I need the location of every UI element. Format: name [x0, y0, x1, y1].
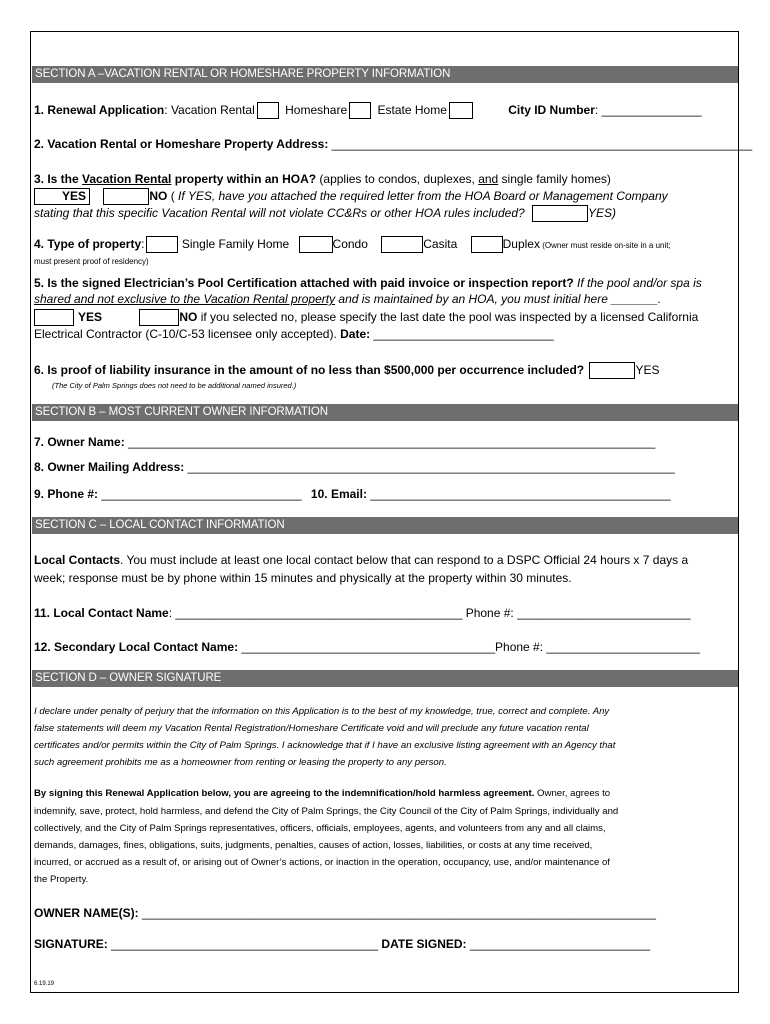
homeshare-checkbox[interactable]: [349, 102, 371, 119]
section-c-header: SECTION C – LOCAL CONTACT INFORMATION: [32, 517, 738, 534]
indemn-line-3: collectively, and the City of Palm Springs representatives, officers, officials, employees, agents, and volunteers from any and all claims,: [34, 823, 606, 834]
q6-label: 6. Is proof of liability insurance in the amount of no less than $500,000 per occurrence included?: [34, 363, 585, 377]
vacation-rental-checkbox[interactable]: [257, 102, 279, 119]
indemn-line-2: indemnify, save, protect, hold harmless, and defend the City of Palm Springs, the City Council of the City of Palm Springs, individually and: [34, 806, 619, 817]
q3-hoa-letter-checkbox[interactable]: [532, 205, 588, 222]
footer-date: 6.19.19: [34, 981, 55, 987]
q7-row: [34, 435, 655, 450]
q3-no-checkbox[interactable]: [103, 188, 149, 205]
q5-no-checkbox[interactable]: [139, 309, 179, 326]
q8-label: 8. Owner Mailing Address:: [34, 460, 185, 474]
q5-line4-text: Electrical Contractor (C-10/C-53 licensee only accepted).: [34, 327, 341, 341]
q6-yes-checkbox[interactable]: [589, 362, 635, 379]
q5-label: 5. Is the signed Electrician’s Pool Certification attached with paid invoice or inspection report?: [34, 276, 574, 290]
q6-note: (The City of Palm Springs does not need to be additional named insured.): [52, 381, 297, 390]
q3-and: and: [478, 172, 499, 186]
q3-italic-line1: If YES, have you attached the required letter from the HOA Board or Management Company: [178, 189, 668, 203]
declare-line-2: false statements will deem my Vacation Rental Registration/Homeshare Certificate void and will preclude any future vacation rental: [34, 723, 589, 734]
indemn-line-4: demands, damages, fines, obligations, suits, judgments, penalties, causes of action, losses, liabilities, or costs at any time received,: [34, 840, 593, 851]
single-family-checkbox[interactable]: [146, 236, 178, 253]
section-a-header: SECTION A –VACATION RENTAL OR HOMESHARE PROPERTY INFORMATION: [32, 66, 738, 83]
q5-row: [34, 276, 702, 291]
q2-label: 2. Vacation Rental or Homeshare Property Address:: [34, 137, 329, 151]
q3-yes-label: YES: [62, 189, 87, 203]
declare-line-1: I declare under penalty of perjury that the information on this Application is to the best of my knowledge, true, correct and complete. Any: [34, 706, 610, 717]
q3-paren-b: single family homes): [498, 172, 611, 186]
q9-row: [34, 487, 671, 502]
q12-row: [34, 640, 700, 655]
q5-yes-checkbox[interactable]: [34, 309, 74, 326]
q6-row: [34, 362, 660, 379]
q5-date-field[interactable]: ___________________________: [370, 327, 554, 341]
section-b-header: SECTION B – MOST CURRENT OWNER INFORMATION: [32, 404, 738, 421]
condo-checkbox[interactable]: [299, 236, 333, 253]
indemn-text-0: Owner, agrees to: [534, 788, 611, 799]
q3-italic-line2: stating that this specific Vacation Rental will not violate CC&Rs or other HOA rules included?: [34, 206, 525, 220]
indemn-lead: By signing this Renewal Application below, you are agreeing to the indemnification/hold harmless agreement.: [34, 788, 535, 799]
q4-colon: :: [141, 237, 145, 251]
q3-row: [34, 172, 611, 187]
q7-label: 7. Owner Name:: [34, 435, 125, 449]
duplex-checkbox[interactable]: [471, 236, 503, 253]
indemn-line-5: incurred, or accrued as a result of, or arising out of Owner’s actions, or inaction in the operation, occupancy, use, and/or maintenance of: [34, 857, 610, 868]
q1-opt-vacation-rental: Vacation Rental: [170, 103, 255, 117]
q3-answer-row: [34, 188, 668, 205]
q1-opt-homeshare: Homeshare: [285, 103, 348, 117]
owner-mailing-address-field[interactable]: _________________________________________________________________________: [184, 460, 675, 474]
q4-opt-single-family: Single Family Home: [181, 237, 290, 251]
q5-date-label: Date:: [340, 327, 371, 341]
q3-paren-a: (applies to condos, duplexes,: [316, 172, 479, 186]
q12-label: 12. Secondary Local Contact Name:: [34, 640, 239, 654]
signature-row: [34, 937, 650, 952]
q1-colon: :: [164, 103, 168, 117]
q5-line2: [34, 292, 661, 307]
q3-pre: 3. Is the: [34, 172, 83, 186]
q4-row: [34, 236, 671, 253]
email-field[interactable]: _____________________________________________: [366, 487, 671, 501]
q6-yes-label: YES: [635, 363, 660, 377]
secondary-contact-field[interactable]: ______________________________________Phone #: _______________________: [238, 640, 700, 654]
q11-label: 11. Local Contact Name: [34, 606, 169, 620]
q5-italic1: If the pool and/or spa is: [573, 276, 702, 290]
signature-label: SIGNATURE:: [34, 937, 108, 951]
q1-opt-estate-home: Estate Home: [377, 103, 447, 117]
indemn-line-1: [34, 786, 610, 801]
q10-label: 10. Email:: [310, 487, 367, 501]
property-address-field[interactable]: _______________________________________________________________: [331, 137, 753, 151]
q8-row: [34, 460, 675, 475]
owner-name-field[interactable]: _______________________________________________________________________________: [124, 435, 656, 449]
q1-row: [34, 102, 702, 119]
date-signed-field[interactable]: ___________________________: [466, 937, 651, 951]
q5-yes-label: YES: [78, 310, 103, 324]
city-id-field[interactable]: : _______________: [594, 103, 702, 117]
q11-row: [34, 606, 691, 621]
q3-yes2-label: YES): [588, 206, 617, 220]
local-contacts-line1: [34, 553, 688, 568]
q5-no-label: NO: [179, 310, 198, 324]
q5-line4: [34, 327, 554, 342]
q4-opt-duplex: Duplex: [502, 237, 540, 251]
owner-names-row: [34, 906, 656, 921]
q4-label: 4. Type of property: [34, 237, 142, 251]
casita-checkbox[interactable]: [381, 236, 423, 253]
estate-home-checkbox[interactable]: [449, 102, 473, 119]
declare-line-3: certificates and/or permits within the City of Palm Springs. I acknowledge that if I have an exclusive listing agreement with an Agency that: [34, 740, 616, 751]
q2-row: [34, 137, 752, 152]
q4-opt-casita: Casita: [423, 237, 458, 251]
owner-names-field[interactable]: _____________________________________________________________________________: [138, 906, 656, 920]
local-contacts-text2: week; response must be by phone within 15 minutes and physically at the property within 30 minutes.: [34, 571, 572, 585]
q3-line3: [34, 205, 616, 222]
q5-italic2-underlined: shared and not exclusive to the Vacation Rental property: [34, 292, 336, 306]
q3-no-paren: (: [167, 189, 179, 203]
local-contact-field[interactable]: : ___________________________________________ Phone #: __________________________: [168, 606, 691, 620]
q1-label: 1. Renewal Application: [34, 103, 165, 117]
q5-answer-row: [34, 309, 698, 326]
declare-line-4: such agreement prohibits me as a homeowner from renting or leasing the property to any person.: [34, 757, 447, 768]
city-id-label: City ID Number: [508, 103, 595, 117]
q4-note2: must present proof of residency): [34, 257, 149, 266]
q4-note1: (Owner must reside on-site in a unit;: [539, 241, 671, 250]
section-d-header: SECTION D – OWNER SIGNATURE: [32, 670, 738, 687]
q9-label: 9. Phone #:: [34, 487, 99, 501]
q5-italic2: and is maintained by an HOA, you must initial here _______.: [335, 292, 662, 306]
signature-field[interactable]: ________________________________________: [107, 937, 379, 951]
q3-no-label: NO: [149, 189, 168, 203]
local-contacts-lead: Local Contacts: [34, 553, 121, 567]
indemn-line-6: the Property.: [34, 874, 89, 885]
local-contacts-text1: . You must include at least one local contact below that can respond to a DSPC Official 24 hours x 7 days a: [120, 553, 689, 567]
q3-vacation-rental: Vacation Rental: [82, 172, 172, 186]
date-signed-label: DATE SIGNED:: [381, 937, 467, 951]
q3-post: property within an HOA?: [171, 172, 317, 186]
q4-opt-condo: Condo: [332, 237, 368, 251]
owner-names-label: OWNER NAME(S):: [34, 906, 139, 920]
q5-no-text: if you selected no, please specify the last date the pool was inspected by a licensed California: [197, 310, 699, 324]
phone-field[interactable]: ______________________________: [98, 487, 302, 501]
